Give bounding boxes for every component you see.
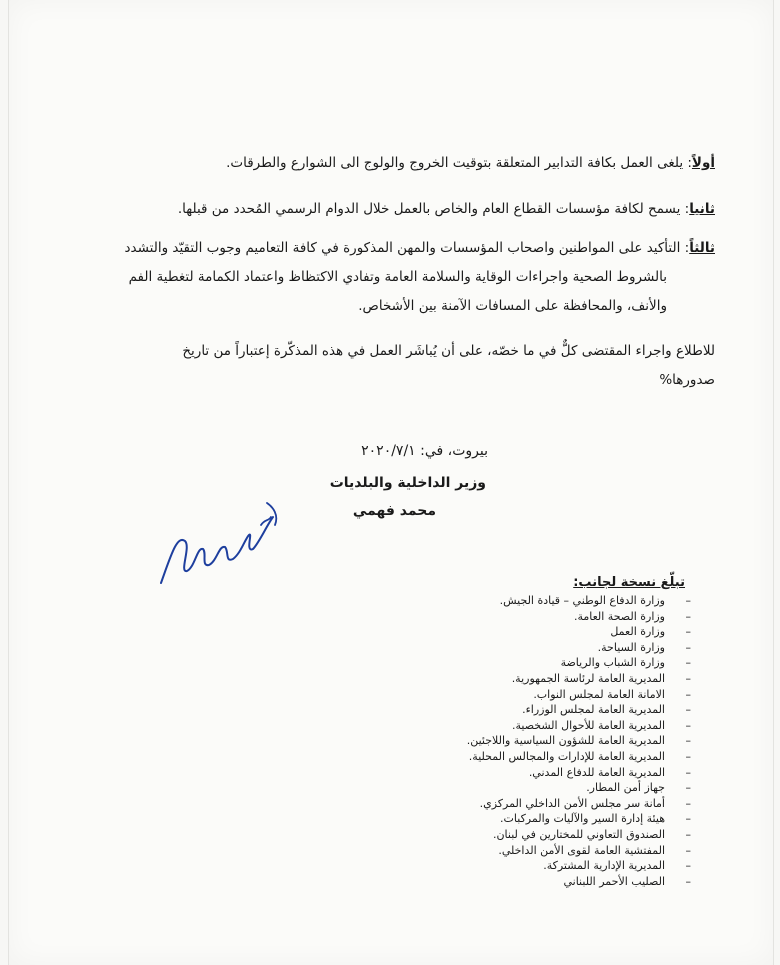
distribution-heading: تبلّغ نسخة لجانب: — [573, 575, 685, 590]
paragraph-first — [75, 149, 715, 178]
paragraph-second — [75, 195, 715, 224]
distribution-list-item: – المفتشية العامة لقوى الأمن الداخلي. — [467, 843, 691, 859]
paragraph-third-line: بالشروط الصحية واجراءات الوقاية والسلامة العامة وتفادي الاكتظاظ واعتماد الكمامة لتغطية الفم — [128, 269, 667, 285]
signature-flourish — [261, 503, 276, 525]
distribution-list-item: – الصندوق التعاوني للمختارين في لبنان. — [467, 827, 691, 843]
distribution-list-item: – المديرية العامة للشؤون السياسية واللاجئين. — [467, 733, 691, 749]
distribution-list — [467, 593, 691, 889]
paragraph-closing — [65, 337, 715, 395]
distribution-list-item: – الصليب الأحمر اللبناني — [467, 874, 691, 890]
distribution-list-item: – وزارة الشباب والرياضة — [467, 655, 691, 671]
distribution-list-item: – الامانة العامة لمجلس النواب. — [467, 687, 691, 703]
paragraph-closing-line: للاطلاع واجراء المقتضى كلٌّ في ما خصّه، على أن يُباشَر العمل في هذه المذكّرة إعتباراً من تاريخ — [182, 343, 715, 359]
distribution-list-item: – وزارة العمل — [467, 624, 691, 640]
distribution-list-item: – المديرية العامة للإدارات والمجالس المحلية. — [467, 749, 691, 765]
paragraph-third-line: ثالثاً: التأكيد على المواطنين واصحاب المؤسسات والمهن المذكورة في كافة التعاميم وجوب التقيّد والتشدد — [124, 240, 715, 256]
paragraph-third-label: ثالثاً — [689, 240, 715, 256]
paragraph-second-text: : يسمح لكافة مؤسسات القطاع العام والخاص بالعمل خلال الدوام الرسمي المُحدد من قبلها. — [177, 201, 690, 217]
distribution-list-item: – المديرية العامة للدفاع المدني. — [467, 765, 691, 781]
distribution-list-item: – المديرية العامة للأحوال الشخصية. — [467, 718, 691, 734]
paragraph-third-line: والأنف، والمحافظة على المسافات الآمنة بين الأشخاص. — [358, 298, 667, 314]
distribution-list-item: – جهاز أمن المطار. — [467, 780, 691, 796]
minister-name: محمد فهمي — [352, 503, 436, 519]
distribution-list-item: – هيئة إدارة السير والآليات والمركبات. — [467, 811, 691, 827]
distribution-list-item: – وزارة السياحة. — [467, 640, 691, 656]
paragraph-third — [65, 234, 715, 321]
signature-icon — [149, 495, 289, 595]
signature-stroke — [161, 517, 273, 583]
distribution-list-item: – وزارة الصحة العامة. — [467, 609, 691, 625]
distribution-list-item: – وزارة الدفاع الوطني – قيادة الجيش. — [467, 593, 691, 609]
paragraph-closing-line: صدورها% — [659, 372, 715, 388]
paragraph-first-label: أولاً — [691, 155, 715, 171]
distribution-list-item: – المديرية العامة لرئاسة الجمهورية. — [467, 671, 691, 687]
distribution-list-item: – أمانة سر مجلس الأمن الداخلي المركزي. — [467, 796, 691, 812]
document-page — [8, 0, 774, 965]
paragraph-second-label: ثانيا — [689, 201, 715, 217]
paragraph-first-text: : يلغى العمل بكافة التدابير المتعلقة بتوقيت الخروج والولوج الى الشوارع والطرقات. — [226, 155, 692, 171]
distribution-list-item: – المديرية العامة لمجلس الوزراء. — [467, 702, 691, 718]
minister-title: وزير الداخلية والبلديات — [329, 475, 486, 491]
date-line: بيروت، في: ٢٠٢٠/٧/١ — [361, 443, 488, 459]
distribution-list-item: – المديرية الإدارية المشتركة. — [467, 858, 691, 874]
